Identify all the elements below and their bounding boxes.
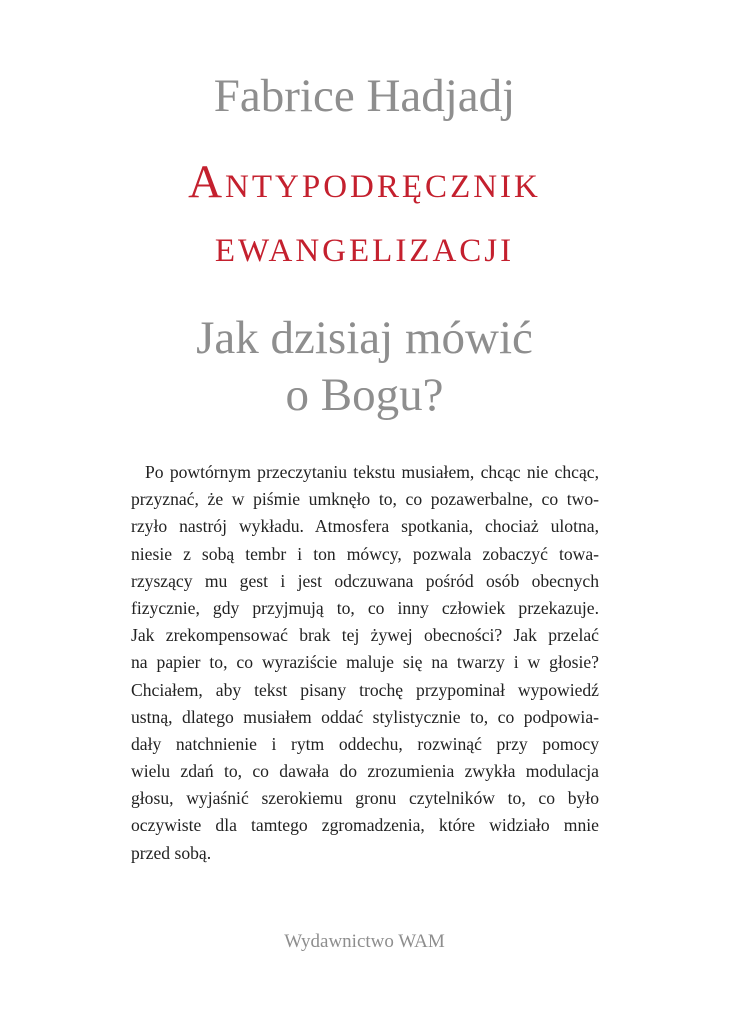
blurb-line: przyznać, że w piśmie umknęło to, co pozawerbalne, co two- bbox=[131, 489, 599, 510]
blurb-line: Jak zrekompensować brak tej żywej obecności? Jak przelać bbox=[131, 625, 599, 646]
subtitle-line-1: Jak dzisiaj mówić bbox=[196, 312, 533, 364]
blurb-line: oczywiste dla tamtego zgromadzenia, które widziało mnie bbox=[131, 815, 599, 836]
blurb-line: rzyszący mu gest i jest odczuwana pośród osób obecnych bbox=[131, 570, 599, 591]
blurb-paragraph bbox=[131, 459, 599, 867]
book-title-line-1: Antypodręcznik bbox=[188, 156, 541, 208]
blurb-line: niesie z sobą tembr i ton mówcy, pozwala zobaczyć towa- bbox=[131, 543, 599, 564]
subtitle-line-2: o Bogu? bbox=[285, 369, 444, 421]
blurb-line: fizycznie, gdy przyjmują to, co inny człowiek przekazuje. bbox=[131, 597, 599, 618]
blurb-line: dały natchnienie i rytm oddechu, rozwinąć przy pomocy bbox=[131, 733, 599, 754]
blurb-line: Po powtórnym przeczytaniu tekstu musiałem, chcąc nie chcąc, bbox=[145, 462, 599, 482]
publisher-name: Wydawnictwo WAM bbox=[284, 931, 445, 952]
blurb-line: na papier to, co wyraziście maluje się na twarzy i w głosie? bbox=[131, 652, 599, 673]
author-name: Fabrice Hadjadj bbox=[213, 70, 516, 122]
blurb-line: Chciałem, aby tekst pisany trochę przypominał wypowiedź bbox=[131, 679, 599, 700]
blurb-line: głosu, wyjaśnić szerokiemu gronu czytelników to, co było bbox=[131, 788, 599, 809]
blurb-line: ustną, dlatego musiałem oddać stylistycznie to, co podpowia- bbox=[131, 706, 599, 727]
blurb-line: wielu zdań to, co dawała do zrozumienia zwykła modulacja bbox=[131, 761, 599, 782]
blurb-line: rzyło nastrój wykładu. Atmosfera spotkania, chociaż ulotna, bbox=[131, 516, 599, 537]
blurb-line: przed sobą. bbox=[131, 842, 212, 863]
book-title-line-2: ewangelizacji bbox=[214, 220, 515, 272]
